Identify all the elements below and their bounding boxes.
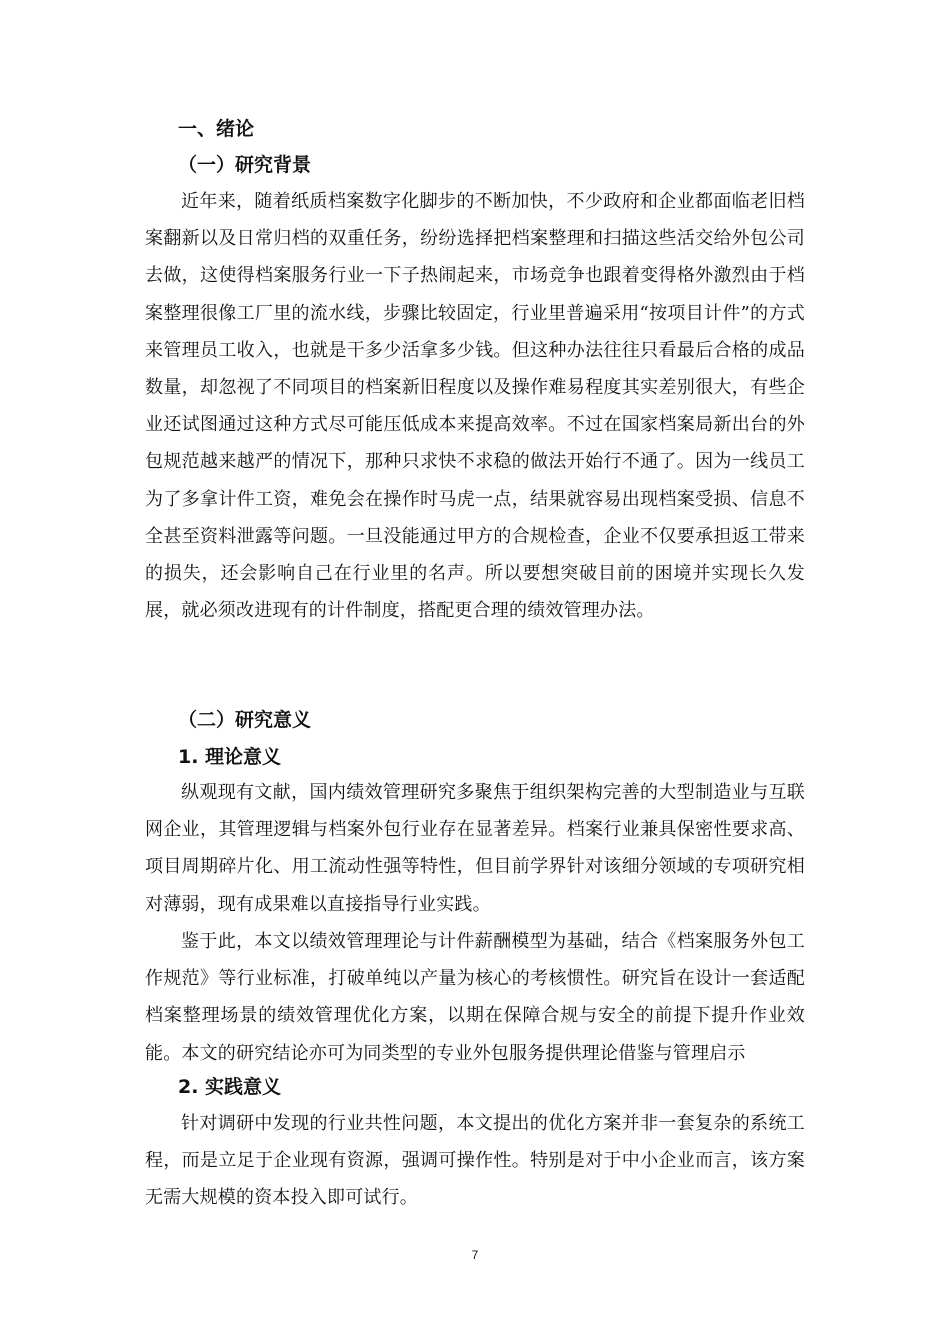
significance-heading: （二）研究意义 bbox=[178, 709, 312, 731]
theory-paragraph-2: 鉴于此，本文以绩效管理理论与计件薪酬模型为基础，结合《档案服务外包工作规范》等行业标准，打破单纯以产量为核心的考核惯性。研究旨在设计一套适配档案整理场景的绩效管理优化方案，以期在保障合规与安全的前提下提升作业效能。本文的研究结论亦可为同类型的专业外包服务提供理论借鉴与管理启示 bbox=[145, 931, 805, 1064]
page-number: 7 bbox=[471, 1248, 479, 1262]
background-heading: （一）研究背景 bbox=[178, 154, 312, 176]
section-title: 一、绪论 bbox=[178, 118, 255, 140]
theory-heading: 1. 理论意义 bbox=[178, 746, 282, 768]
practice-paragraph: 针对调研中发现的行业共性问题，本文提出的优化方案并非一套复杂的系统工程，而是立足于企业现有资源，强调可操作性。特别是对于中小企业而言，该方案无需大规模的资本投入即可试行。 bbox=[145, 1113, 805, 1209]
background-paragraph: 近年来，随着纸质档案数字化脚步的不断加快，不少政府和企业都面临老旧档案翻新以及日常归档的双重任务，纷纷选择把档案整理和扫描这些活交给外包公司去做，这使得档案服务行业一下子热闹起来，市场竞争也跟着变得格外激烈由于档案整理很像工厂里的流水线，步骤比较固定，行业里普遍采用“按项目计件”的方式来管理员工收入，也就是干多少活拿多少钱。但这种办法往往只看最后合格的成品数量，却忽视了不同项目的档案新旧程度以及操作难易程度其实差别很大，有些企业还试图通过这种方式尽可能压低成本来提高效率。不过在国家档案局新出台的外包规范越来越严的情况下，那种只求快不求稳的做法开始行不通了。因为一线员工为了多拿计件工资，难免会在操作时马虎一点，结果就容易出现档案受损、信息不全甚至资料泄露等问题。一旦没能通过甲方的合规检查，企业不仅要承担返工带来的损失，还会影响自己在行业里的名声。所以要想突破目前的困境并实现长久发展，就必须改进现有的计件制度，搭配更合理的绩效管理办法。 bbox=[145, 191, 805, 622]
theory-paragraph-1: 纵观现有文献，国内绩效管理研究多聚焦于组织架构完善的大型制造业与互联网企业，其管理逻辑与档案外包行业存在显著差异。档案行业兼具保密性要求高、项目周期碎片化、用工流动性强等特性，但目前学界针对该细分领域的专项研究相对薄弱，现有成果难以直接指导行业实践。 bbox=[145, 782, 805, 915]
practice-heading: 2. 实践意义 bbox=[178, 1076, 282, 1098]
